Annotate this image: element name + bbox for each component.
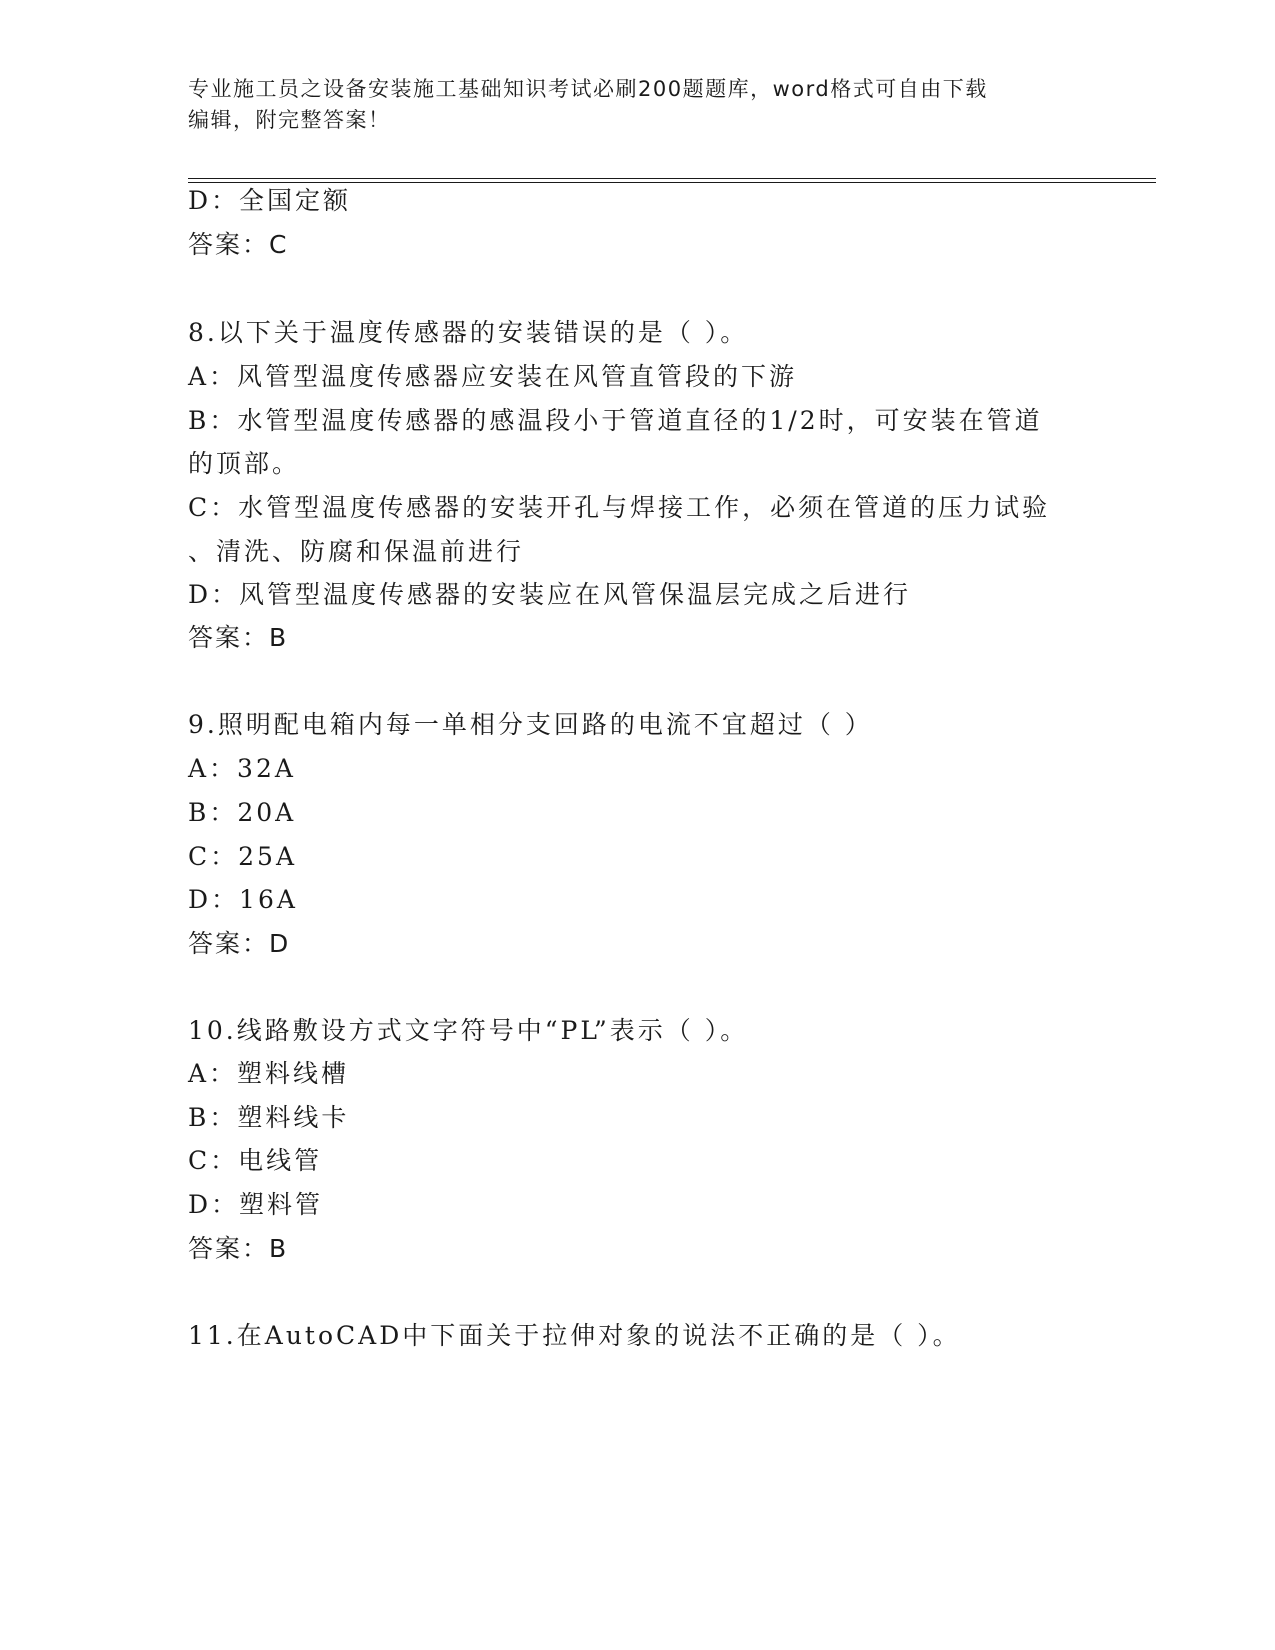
document-title-line-2: 编辑，附完整答案！	[188, 108, 391, 132]
question-9-stem: 9.照明配电箱内每一单相分支回路的电流不宜超过（ ）	[188, 710, 873, 739]
question-8-option-c-line-1: C：水管型温度传感器的安装开孔与焊接工作，必须在管道的压力试验	[188, 493, 1051, 522]
question-8-stem: 8.以下关于温度传感器的安装错误的是（ ）。	[188, 318, 749, 347]
question-8-option-d: D：风管型温度传感器的安装应在风管保温层完成之后进行	[188, 580, 912, 609]
page-header	[188, 74, 1068, 136]
question-11-stem: 11.在AutoCAD中下面关于拉伸对象的说法不正确的是（ ）。	[188, 1321, 961, 1350]
document-title-line-1: 专业施工员之设备安装施工基础知识考试必刷200题题库，word格式可自由下载	[188, 77, 988, 101]
question-9-option-c: C：25A	[188, 842, 297, 871]
question-8-option-b-line-1: B：水管型温度传感器的感温段小于管道直径的1/2时，可安装在管道	[188, 406, 1043, 435]
question-10-option-d: D：塑料管	[188, 1190, 324, 1219]
question-9-option-d: D：16A	[188, 885, 298, 914]
question-7-answer: 答案：C	[188, 230, 289, 259]
question-10-stem: 10.线路敷设方式文字符号中“PL”表示（ ）。	[188, 1016, 749, 1045]
question-10-answer: 答案：B	[188, 1234, 289, 1263]
question-8-option-c-line-2: 、清洗、防腐和保温前进行	[188, 537, 525, 566]
question-10-option-c: C：电线管	[188, 1146, 323, 1175]
question-9-answer: 答案：D	[188, 929, 291, 958]
question-8-answer: 答案：B	[188, 623, 289, 652]
header-divider	[188, 178, 1156, 183]
question-8-option-a: A：风管型温度传感器应安装在风管直管段的下游	[188, 362, 798, 391]
question-9-option-a: A：32A	[188, 754, 296, 783]
question-10-option-a: A：塑料线槽	[188, 1059, 350, 1088]
question-8-option-b-line-2: 的顶部。	[188, 449, 301, 478]
question-9-option-b: B：20A	[188, 798, 297, 827]
question-10-option-b: B：塑料线卡	[188, 1103, 350, 1132]
question-7-option-d: D：全国定额	[188, 186, 352, 215]
